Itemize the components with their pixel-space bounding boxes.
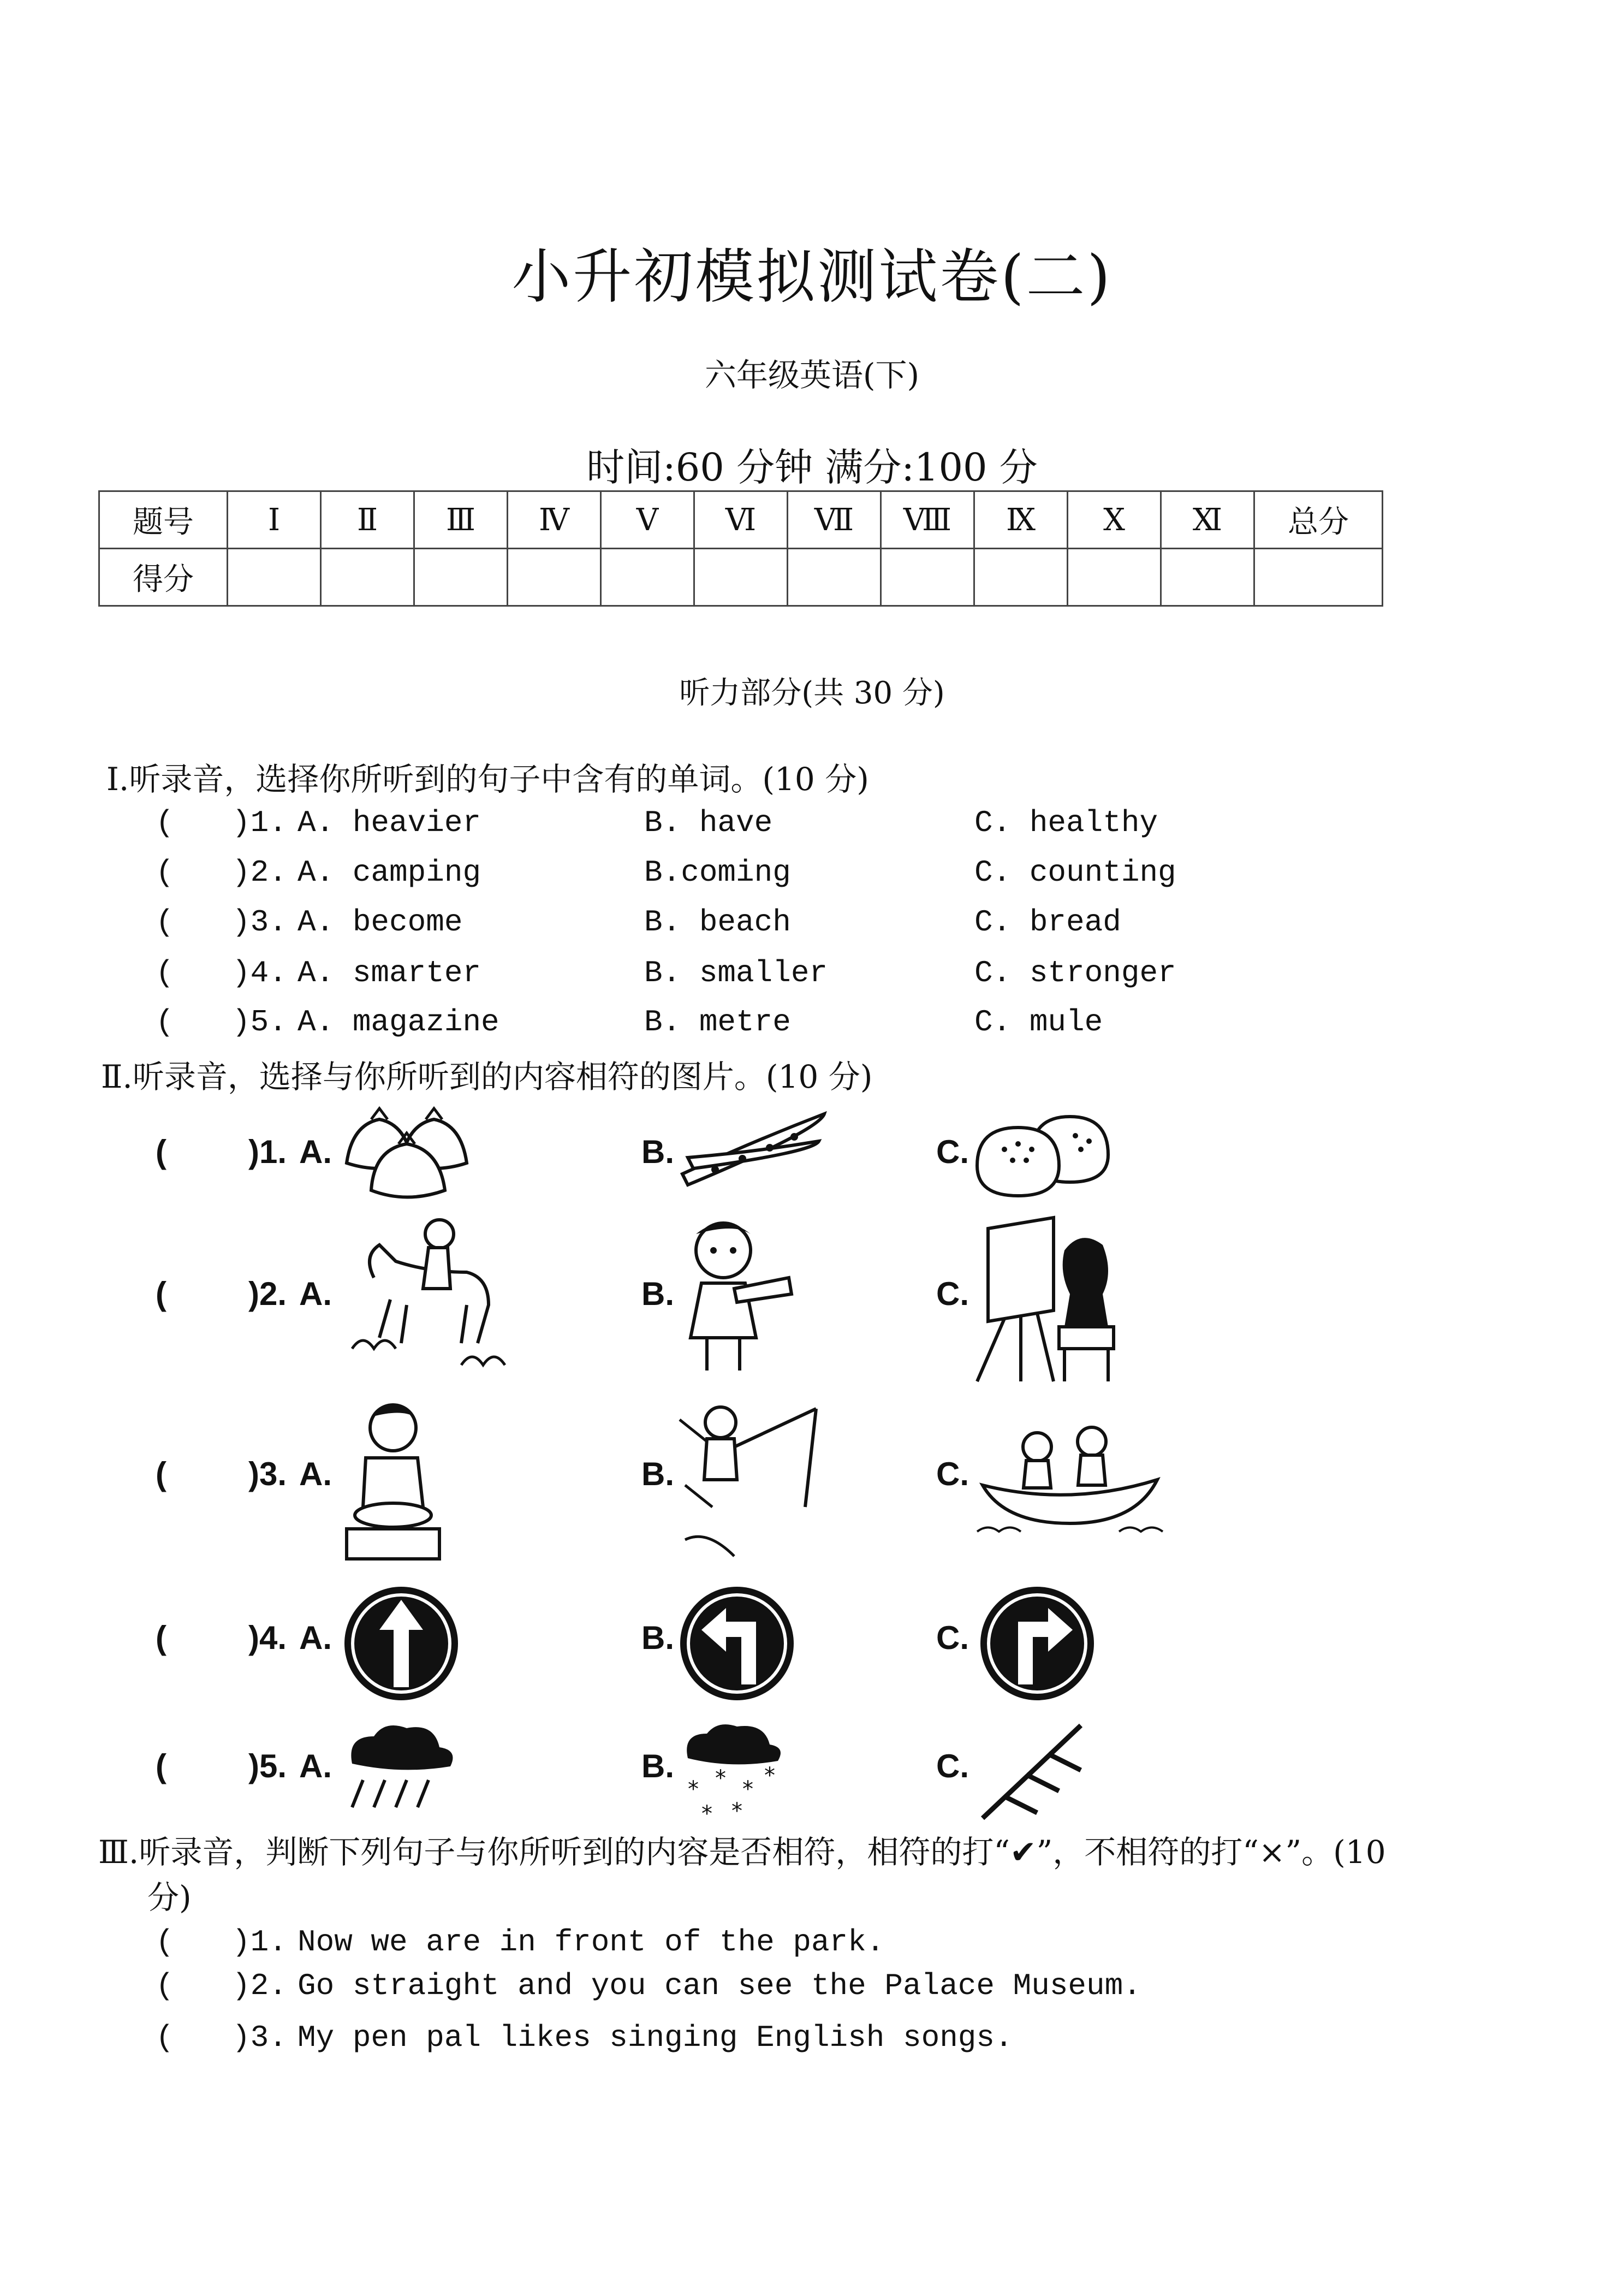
svg-text:*: * [742, 1777, 753, 1802]
option-a: A. heavier [298, 805, 481, 840]
cooking-boy-icon[interactable] [341, 1398, 445, 1562]
svg-text:*: * [688, 1777, 699, 1802]
question-number: )1. [232, 1925, 287, 1960]
section1-question [0, 1005, 1624, 1054]
go-straight-sign-icon[interactable] [341, 1583, 461, 1704]
svg-text:*: * [764, 1763, 775, 1788]
score-table-score-row [99, 549, 1383, 606]
option-b: B. [641, 1134, 674, 1170]
question-number: )1. [248, 1134, 287, 1170]
question-number: )5. [232, 1005, 287, 1040]
answer-blank[interactable]: ( [156, 1619, 166, 1656]
section1-title: Ⅰ.听录音，选择你所听到的句子中含有的单词。(10 分) [106, 761, 869, 798]
score-cell[interactable] [694, 549, 788, 606]
score-cell[interactable] [321, 549, 414, 606]
section1-question [0, 956, 1624, 1005]
turn-right-sign-icon[interactable] [977, 1583, 1097, 1704]
option-b: B. [641, 1619, 674, 1656]
answer-blank[interactable]: ( [156, 1748, 166, 1784]
score-row-label: 得分 [99, 549, 228, 606]
question-number: )2. [248, 1275, 287, 1312]
question-number: )3. [248, 1456, 287, 1492]
option-a: A. [299, 1275, 332, 1312]
header-cell: Ⅸ [974, 491, 1068, 549]
option-a: A. magazine [298, 1005, 499, 1040]
section2-row [0, 1720, 1624, 1824]
option-b: B. metre [644, 1005, 791, 1040]
section1-question [0, 905, 1624, 954]
header-cell: Ⅰ [228, 491, 321, 549]
question-number: )3. [232, 905, 287, 940]
option-b: B.coming [644, 855, 791, 890]
answer-blank[interactable]: ( [156, 855, 174, 890]
section2-title: Ⅱ.听录音，选择与你所听到的内容相符的图片。(10 分) [101, 1058, 873, 1095]
windy-icon[interactable] [972, 1720, 1092, 1824]
header-cell: Ⅴ [601, 491, 694, 549]
score-cell[interactable] [414, 549, 508, 606]
option-a: A. [299, 1456, 332, 1492]
answer-blank[interactable]: ( [156, 1134, 166, 1170]
bean-pods-icon[interactable] [677, 1108, 830, 1196]
section3-question [0, 2020, 1624, 2069]
question-number: )4. [248, 1619, 287, 1656]
question-number: )2. [232, 855, 287, 890]
page-title: 小升初模拟测试卷(二) [511, 243, 1113, 311]
header-cell: Ⅹ [1068, 491, 1161, 549]
score-cell[interactable] [228, 549, 321, 606]
option-b: B. smaller [644, 956, 828, 990]
option-a: A. [299, 1748, 332, 1784]
question-number: )4. [232, 956, 287, 990]
option-c: C. bread [974, 905, 1121, 940]
option-a: A. [299, 1134, 332, 1170]
option-b: B. [641, 1748, 674, 1784]
answer-blank[interactable]: ( [156, 905, 174, 940]
time-score-info: 时间:60 分钟 满分:100 分 [586, 445, 1038, 490]
score-table [98, 490, 1383, 607]
horse-riding-icon[interactable] [341, 1212, 521, 1376]
header-cell: Ⅲ [414, 491, 508, 549]
question-number: )2. [232, 1968, 287, 2003]
section1-question [0, 805, 1624, 855]
svg-text:*: * [715, 1766, 726, 1791]
header-cell: Ⅺ [1161, 491, 1254, 549]
svg-text:*: * [701, 1801, 712, 1826]
score-table-header-row [99, 491, 1383, 549]
section2-row [0, 1583, 1624, 1709]
header-cell: Ⅳ [508, 491, 601, 549]
painting-easel-icon[interactable] [972, 1218, 1135, 1381]
turn-left-sign-icon[interactable] [677, 1583, 797, 1704]
option-a: A. [299, 1619, 332, 1656]
fishing-boy-icon[interactable] [674, 1398, 827, 1567]
option-a: A. smarter [298, 956, 481, 990]
header-cell: Ⅶ [788, 491, 881, 549]
score-cell[interactable] [881, 549, 974, 606]
section2-row [0, 1103, 1624, 1207]
option-c: C. [936, 1748, 969, 1784]
answer-blank[interactable]: ( [156, 1005, 174, 1040]
score-cell[interactable] [974, 549, 1068, 606]
option-b: B. beach [644, 905, 791, 940]
answer-blank[interactable]: ( [156, 805, 174, 840]
section3-question [0, 1968, 1624, 2018]
snowy-cloud-icon[interactable] [677, 1720, 786, 1824]
header-cell: 总分 [1254, 491, 1383, 549]
option-c: C. counting [974, 855, 1176, 890]
score-cell[interactable] [601, 549, 694, 606]
option-b: B. [641, 1456, 674, 1492]
option-b: B. [641, 1275, 674, 1312]
header-cell: 题号 [99, 491, 228, 549]
statement-text: Go straight and you can see the Palace Museum. [298, 1968, 1141, 2003]
option-c: C. healthy [974, 805, 1158, 840]
rainy-cloud-icon[interactable] [341, 1720, 461, 1813]
score-cell[interactable] [788, 549, 881, 606]
statement-text: Now we are in front of the park. [298, 1925, 885, 1960]
option-b: B. have [644, 805, 773, 840]
section3-question [0, 1925, 1624, 1974]
section3-title-line1: Ⅲ.听录音，判断下列句子与你所听到的内容是否相符，相符的打“✔”，不相符的打“×”。(10 [98, 1834, 1386, 1871]
question-number: )5. [248, 1748, 287, 1784]
answer-blank[interactable]: ( [156, 1275, 166, 1312]
score-cell[interactable] [1068, 549, 1161, 606]
playing-violin-icon[interactable] [674, 1212, 800, 1381]
score-cell[interactable] [1161, 549, 1254, 606]
section2-row [0, 1398, 1624, 1567]
bread-rolls-icon[interactable] [972, 1106, 1114, 1204]
section3-title-line2: 分) [147, 1879, 192, 1916]
option-a: A. camping [298, 855, 481, 890]
option-c: C. [936, 1456, 969, 1492]
rowing-boat-icon[interactable] [972, 1414, 1168, 1540]
answer-blank[interactable]: ( [156, 1925, 174, 1960]
listening-heading: 听力部分(共 30 分) [679, 675, 945, 711]
option-c: C. mule [974, 1005, 1103, 1040]
answer-blank[interactable]: ( [156, 1968, 174, 2003]
score-cell[interactable] [1254, 549, 1383, 606]
header-cell: Ⅱ [321, 491, 414, 549]
statement-text: My pen pal likes singing English songs. [298, 2020, 1013, 2055]
steamed-buns-icon[interactable] [341, 1103, 483, 1207]
answer-blank[interactable]: ( [156, 956, 174, 990]
section1-question [0, 855, 1624, 904]
option-c: C. [936, 1619, 969, 1656]
option-a: A. become [298, 905, 463, 940]
svg-text:*: * [731, 1799, 742, 1824]
option-c: C. stronger [974, 956, 1176, 990]
section2-row [0, 1212, 1624, 1381]
answer-blank[interactable]: ( [156, 2020, 174, 2055]
page-subtitle: 六年级英语(下) [704, 357, 920, 394]
option-c: C. [936, 1275, 969, 1312]
header-cell: Ⅵ [694, 491, 788, 549]
question-number: )3. [232, 2020, 287, 2055]
header-cell: Ⅷ [881, 491, 974, 549]
question-number: )1. [232, 805, 287, 840]
answer-blank[interactable]: ( [156, 1456, 166, 1492]
score-cell[interactable] [508, 549, 601, 606]
option-c: C. [936, 1134, 969, 1170]
